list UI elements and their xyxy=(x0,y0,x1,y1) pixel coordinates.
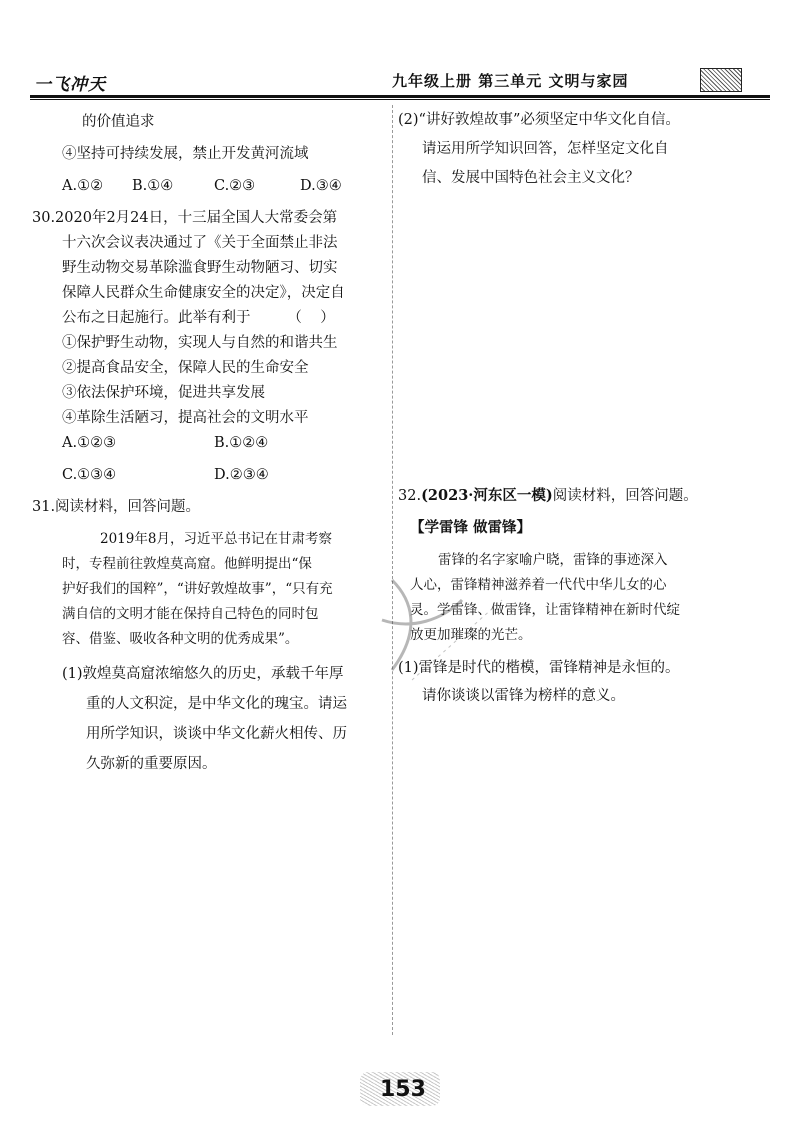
q31-subquestion-2 xyxy=(398,106,768,193)
q32-1-line: 请你谈谈以雷锋为榜样的意义。 xyxy=(422,688,625,704)
header-title: 九年级上册 第三单元 文明与家园 xyxy=(392,72,629,90)
question-32 xyxy=(398,483,768,710)
q29-option-4-cont: 的价值追求 xyxy=(82,114,155,130)
q32-number: 32. xyxy=(398,488,422,504)
q30-option-c[interactable]: C.①③④ xyxy=(62,467,117,483)
header-rule xyxy=(30,95,770,98)
q31-2-line: (2)“讲好敦煌故事”必须坚定中华文化自信。 xyxy=(398,112,680,128)
q32-material-line: 雷锋的名字家喻户晓，雷锋的事迹深入 xyxy=(438,552,668,568)
q30-stem-line: 野生动物交易革除滥食野生动物陋习、切实 xyxy=(62,260,338,276)
q29-option-a[interactable]: A.①② xyxy=(62,178,104,194)
question-30 xyxy=(32,206,387,431)
q30-statement-3: ③依法保护环境，促进共享发展 xyxy=(62,385,265,401)
q30-options-row2 xyxy=(62,463,387,488)
q30-stem-line: 保障人民群众生命健康安全的决定》，决定自 xyxy=(62,285,345,301)
q31-1-line: (1)敦煌莫高窟浓缩悠久的历史，承载千年厚 xyxy=(62,666,344,682)
q30-option-d[interactable]: D.②③④ xyxy=(214,467,269,483)
q31-material xyxy=(62,527,387,652)
q30-stem-line: 十六次会议表决通过了《关于全面禁止非法 xyxy=(62,235,338,251)
column-divider xyxy=(392,105,393,1035)
q32-subquestion-1 xyxy=(398,654,768,710)
page-number: 153 xyxy=(380,1077,426,1102)
q30-stem-line: 30.2020年2月24日，十三届全国人大常委会第 xyxy=(32,210,338,226)
q32-material-line: 人心，雷锋精神滋养着一代代中华儿女的心 xyxy=(410,577,667,593)
q29-option-4: ④坚持可持续发展，禁止开发黄河流域 xyxy=(62,146,309,162)
header-decoration-icon xyxy=(700,68,742,92)
q31-heading: 31.阅读材料，回答问题。 xyxy=(32,499,201,515)
q30-options-row1 xyxy=(62,431,387,456)
q30-option-b[interactable]: B.①②④ xyxy=(214,435,269,451)
q31-material-line: 护好我们的国粹”，“讲好敦煌故事”，“只有充 xyxy=(62,581,333,597)
q32-instruction: 阅读材料，回答问题。 xyxy=(552,488,698,504)
right-column xyxy=(398,106,768,704)
q31-material-line: 时，专程前往敦煌莫高窟。他鲜明提出“保 xyxy=(62,556,312,572)
q32-1-line: (1)雷锋是时代的楷模，雷锋精神是永恒的。 xyxy=(398,660,680,676)
q32-material-title: 【学雷锋 做雷锋】 xyxy=(410,519,532,536)
q30-statement-2: ②提高食品安全，保障人民的生命安全 xyxy=(62,360,309,376)
q32-material-line: 灵。学雷锋、做雷锋，让雷锋精神在新时代绽 xyxy=(410,602,680,618)
q32-material-line: 放更加璀璨的光芒。 xyxy=(410,627,532,643)
header-rule-thin xyxy=(30,99,770,100)
q31-2-line: 信、发展中国特色社会主义文化？ xyxy=(422,170,640,186)
q30-option-a[interactable]: A.①②③ xyxy=(62,435,117,451)
q31-material-line: 2019年8月，习近平总书记在甘肃考察 xyxy=(100,531,332,547)
q29-option-d[interactable]: D.③④ xyxy=(300,178,342,194)
q30-statement-1: ①保护野生动物，实现人与自然的和谐共生 xyxy=(62,335,338,351)
q32-material xyxy=(398,547,768,647)
q31-2-line: 请运用所学知识回答，怎样坚定文化自 xyxy=(422,141,669,157)
q32-heading xyxy=(398,483,768,508)
q29-option-b[interactable]: B.①④ xyxy=(132,178,174,194)
q31-material-line: 满自信的文明才能在保持自己特色的同时包 xyxy=(62,606,319,622)
q31-1-line: 重的人文积淀，是中华文化的瑰宝。请运 xyxy=(86,696,347,712)
q30-stem-line: 公布之日起施行。此举有利于 （ ） xyxy=(62,310,335,326)
q31-subquestion-1 xyxy=(62,659,387,779)
q29-answer-options xyxy=(62,174,387,199)
page-header xyxy=(30,64,770,100)
q31-1-line: 久弥新的重要原因。 xyxy=(86,756,217,772)
q29-option-c[interactable]: C.②③ xyxy=(214,178,256,194)
q31-1-line: 用所学知识，谈谈中华文化薪火相传、历 xyxy=(86,726,347,742)
q32-source: (2023·河东区一模) xyxy=(421,487,553,504)
q30-statement-4: ④革除生活陋习，提高社会的文明水平 xyxy=(62,410,309,426)
q31-material-line: 容、借鉴、吸收各种文明的优秀成果”。 xyxy=(62,631,299,647)
left-column xyxy=(32,110,387,779)
brand-logo: 一飞冲天 xyxy=(34,75,106,95)
